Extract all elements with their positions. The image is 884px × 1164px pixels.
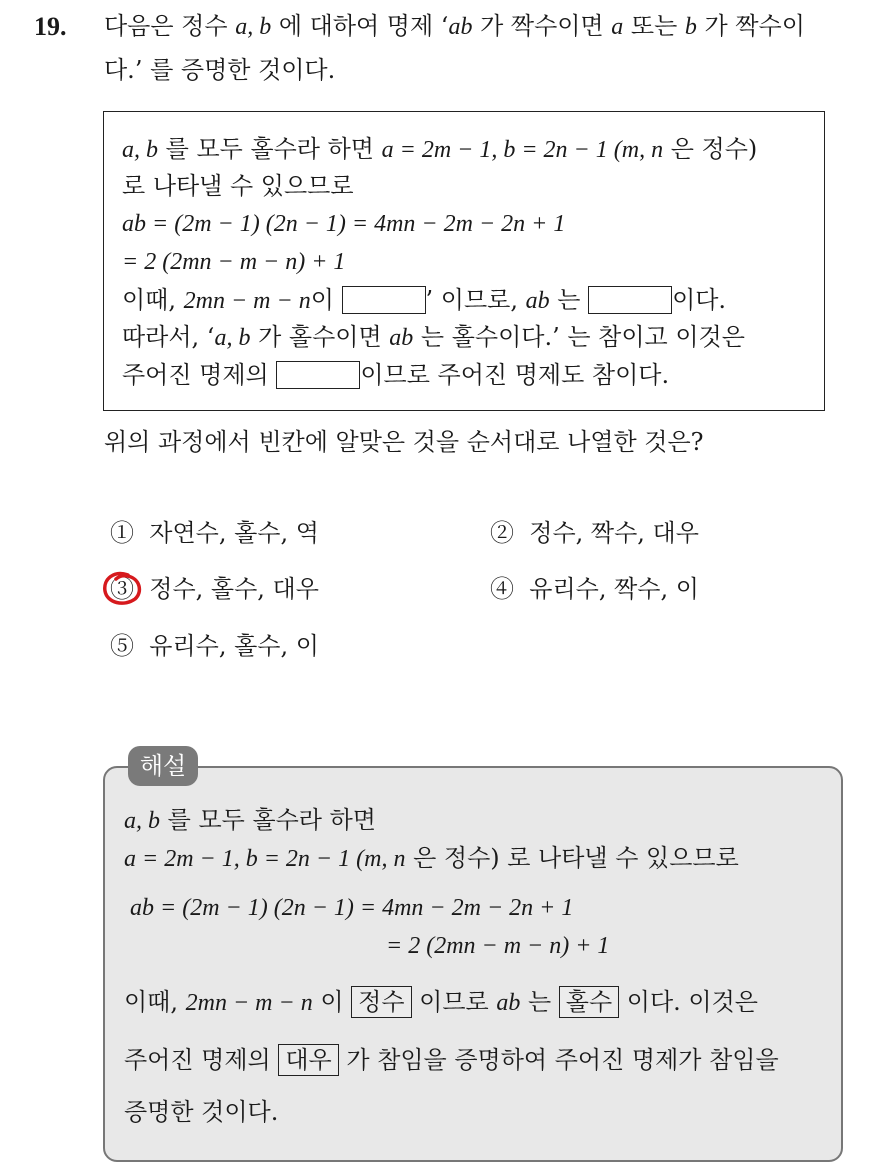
math-a: a: [611, 14, 624, 40]
solution-line-1: [124, 802, 376, 839]
proof-line-6: [122, 319, 745, 356]
proof-text: ’ 이므로,: [425, 286, 526, 314]
solution-text: 이때,: [124, 988, 186, 1016]
math-vars: a, b: [122, 137, 158, 163]
option-text: 유리수, 짝수, 이: [529, 575, 699, 603]
math-vars: a, b: [124, 808, 160, 834]
answer-box-3: 대우: [278, 1044, 338, 1076]
option-mark: ③: [110, 575, 134, 603]
solution-text: 를 모두 홀수라 하면: [160, 806, 376, 834]
solution-line-2: [124, 840, 739, 877]
math-ab: ab: [525, 288, 550, 314]
option-mark: ④: [490, 575, 514, 603]
proof-text: 이: [310, 286, 342, 314]
option-mark: ⑤: [110, 632, 134, 660]
math-b: b: [684, 14, 697, 40]
option-text: 정수, 짝수, 대우: [529, 519, 699, 547]
option-2[interactable]: [490, 515, 699, 551]
proof-text: 따라서, ‘: [122, 323, 215, 351]
answer-box-1: 정수: [351, 986, 411, 1018]
proof-text: 가 홀수이면: [250, 323, 390, 351]
question-prompt: 위의 과정에서 빈칸에 알맞은 것을 순서대로 나열한 것은?: [104, 428, 704, 456]
option-mark: ①: [110, 519, 134, 547]
solution-tab: 해설: [128, 746, 198, 786]
option-4[interactable]: [490, 571, 699, 607]
proof-text: 를 모두 홀수라 하면: [158, 135, 382, 163]
math-ab: ab: [448, 14, 473, 40]
math-vars: a, b: [214, 325, 251, 351]
solution-text: 이: [312, 988, 352, 1016]
math-ab: ab: [496, 990, 521, 1016]
solution-text: 가 참임을 증명하여 주어진 명제가 참임을: [338, 1046, 779, 1074]
option-1[interactable]: [110, 515, 319, 551]
math-ab: ab: [389, 325, 414, 351]
proof-line-5: [122, 282, 726, 319]
option-text: 유리수, 홀수, 이: [149, 632, 319, 660]
question-line-1: [104, 8, 805, 45]
proof-text: 는 홀수이다.’ 는 참이고 이것은: [413, 323, 745, 351]
proof-line-7: [122, 357, 669, 393]
solution-text: 은 정수) 로 나타낼 수 있으므로: [405, 844, 739, 872]
proof-text: 이므로 주어진 명제도 참이다.: [360, 361, 670, 389]
solution-text: 는: [520, 988, 559, 1016]
math-equation: a = 2m − 1, b = 2n − 1 (m, n: [124, 846, 406, 872]
proof-line-4: = 2 (2mn − m − n) + 1: [122, 249, 346, 275]
option-5[interactable]: [110, 628, 319, 664]
question-line-2: 다.’ 를 증명한 것이다.: [104, 56, 336, 84]
solution-line-5: [124, 984, 758, 1021]
math-expression: 2mn − m − n: [185, 990, 313, 1016]
question-text: 또는: [623, 12, 685, 40]
blank-box-3: [276, 361, 360, 389]
solution-text: 이다. 이것은: [619, 988, 758, 1016]
question-text: 가 짝수이: [696, 12, 805, 40]
solution-line-3: ab = (2m − 1) (2n − 1) = 4mn − 2m − 2n + 1: [130, 895, 574, 921]
proof-line-3: ab = (2m − 1) (2n − 1) = 4mn − 2m − 2n + 1: [122, 211, 566, 237]
question-text: 다음은 정수: [104, 12, 236, 40]
answer-circle-mark: [100, 569, 144, 609]
math-vars: a, b: [235, 14, 272, 40]
answer-box-2: 홀수: [559, 986, 619, 1018]
blank-box-1: [342, 286, 426, 314]
option-mark: ②: [490, 519, 514, 547]
proof-line-2: 로 나타낼 수 있으므로: [122, 172, 354, 200]
solution-line-7: 증명한 것이다.: [124, 1098, 279, 1126]
question-text: 에 대하여 명제 ‘: [271, 12, 449, 40]
solution-text: 이므로: [411, 988, 497, 1016]
solution-line-4: = 2 (2mn − m − n) + 1: [386, 933, 610, 959]
solution-line-6: [124, 1042, 779, 1078]
option-text: 자연수, 홀수, 역: [149, 519, 319, 547]
proof-text: 이때,: [122, 286, 184, 314]
blank-box-2: [588, 286, 672, 314]
proof-text: 주어진 명제의: [122, 361, 277, 389]
proof-text: 이다.: [672, 286, 727, 314]
question-text: 가 짝수이면: [472, 12, 612, 40]
math-expression: 2mn − m − n: [183, 288, 311, 314]
math-equation: a = 2m − 1, b = 2n − 1 (m, n: [381, 137, 664, 163]
solution-text: 주어진 명제의: [124, 1046, 279, 1074]
option-text: 정수, 홀수, 대우: [149, 575, 319, 603]
proof-text: 은 정수): [663, 135, 758, 163]
question-number: 19.: [34, 12, 67, 41]
proof-text: 는: [549, 286, 589, 314]
proof-line-1: [122, 131, 757, 168]
